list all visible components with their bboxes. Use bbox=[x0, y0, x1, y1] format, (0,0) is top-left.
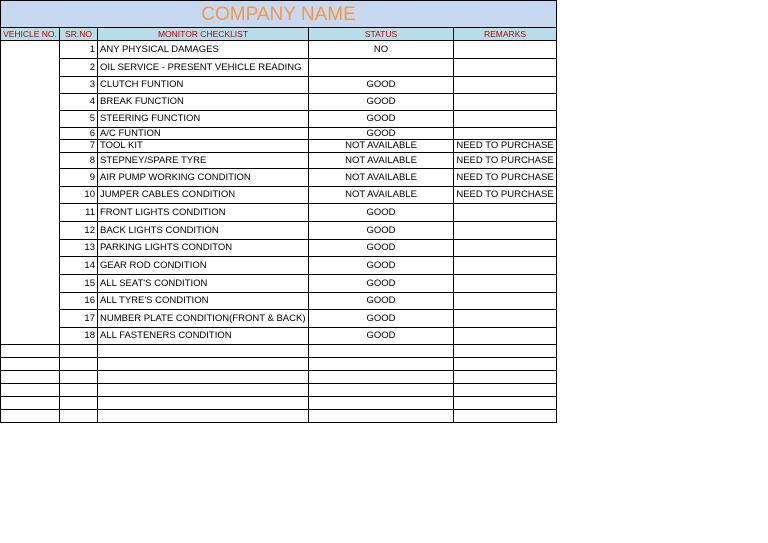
checklist-row bbox=[1, 59, 557, 77]
empty-cell[interactable] bbox=[1, 371, 60, 384]
empty-cell[interactable] bbox=[98, 371, 309, 384]
empty-cell[interactable] bbox=[454, 397, 557, 410]
remarks-cell[interactable]: NEED TO PURCHASE bbox=[454, 169, 557, 187]
empty-cell[interactable] bbox=[60, 410, 98, 423]
sr-no-cell[interactable]: 16 bbox=[60, 293, 98, 310]
company-name-title: COMPANY NAME bbox=[1, 1, 557, 28]
empty-cell[interactable] bbox=[309, 345, 454, 358]
empty-cell[interactable] bbox=[454, 345, 557, 358]
sr-no-cell[interactable]: 11 bbox=[60, 204, 98, 222]
checklist-item-cell[interactable]: NUMBER PLATE CONDITION(FRONT & BACK) bbox=[98, 310, 309, 328]
remarks-cell[interactable] bbox=[454, 204, 557, 222]
remarks-cell[interactable] bbox=[454, 222, 557, 240]
remarks-cell[interactable] bbox=[454, 293, 557, 310]
checklist-item-cell[interactable]: ALL SEAT'S CONDITION bbox=[98, 275, 309, 293]
remarks-cell[interactable] bbox=[454, 328, 557, 345]
empty-row bbox=[1, 345, 557, 358]
sr-no-cell[interactable]: 14 bbox=[60, 257, 98, 275]
sr-no-cell[interactable]: 10 bbox=[60, 187, 98, 204]
empty-row bbox=[1, 384, 557, 397]
remarks-cell[interactable] bbox=[454, 111, 557, 128]
empty-row bbox=[1, 371, 557, 384]
remarks-cell[interactable] bbox=[454, 77, 557, 94]
status-cell[interactable]: GOOD bbox=[309, 240, 454, 257]
remarks-cell[interactable] bbox=[454, 94, 557, 111]
status-cell[interactable]: GOOD bbox=[309, 257, 454, 275]
remarks-cell[interactable] bbox=[454, 275, 557, 293]
checklist-row bbox=[1, 77, 557, 94]
status-cell[interactable]: NO bbox=[309, 41, 454, 59]
empty-cell[interactable] bbox=[309, 371, 454, 384]
checklist-row bbox=[1, 153, 557, 169]
checklist-row bbox=[1, 240, 557, 257]
remarks-cell[interactable] bbox=[454, 128, 557, 140]
checklist-item-cell[interactable]: BACK LIGHTS CONDITION bbox=[98, 222, 309, 240]
status-cell[interactable]: GOOD bbox=[309, 310, 454, 328]
status-cell[interactable]: NOT AVAILABLE bbox=[309, 169, 454, 187]
vehicle-no-cell[interactable] bbox=[1, 41, 60, 345]
sr-no-cell[interactable]: 18 bbox=[60, 328, 98, 345]
remarks-cell[interactable] bbox=[454, 257, 557, 275]
vehicle-no-header: VEHICLE NO. bbox=[1, 28, 60, 41]
sr-no-cell[interactable]: 17 bbox=[60, 310, 98, 328]
checklist-item-cell[interactable]: ALL FASTENERS CONDITION bbox=[98, 328, 309, 345]
checklist-row bbox=[1, 222, 557, 240]
empty-cell[interactable] bbox=[98, 358, 309, 371]
title-row bbox=[1, 1, 557, 28]
status-cell[interactable]: GOOD bbox=[309, 293, 454, 310]
checklist-item-cell[interactable]: STEPNEY/SPARE TYRE bbox=[98, 153, 309, 169]
sr-no-header: SR.NO bbox=[60, 28, 98, 41]
empty-cell[interactable] bbox=[309, 397, 454, 410]
empty-row bbox=[1, 397, 557, 410]
status-cell[interactable]: NOT AVAILABLE bbox=[309, 140, 454, 153]
empty-row bbox=[1, 358, 557, 371]
checklist-item-cell[interactable]: PARKING LIGHTS CONDITON bbox=[98, 240, 309, 257]
status-cell[interactable]: GOOD bbox=[309, 275, 454, 293]
remarks-cell[interactable] bbox=[454, 310, 557, 328]
empty-row bbox=[1, 410, 557, 423]
empty-cell[interactable] bbox=[60, 371, 98, 384]
checklist-row bbox=[1, 293, 557, 310]
sr-no-cell[interactable]: 7 bbox=[60, 140, 98, 153]
empty-cell[interactable] bbox=[1, 410, 60, 423]
checklist-row bbox=[1, 310, 557, 328]
sr-no-cell[interactable]: 5 bbox=[60, 111, 98, 128]
status-cell[interactable]: GOOD bbox=[309, 204, 454, 222]
checklist-item-cell[interactable]: JUMPER CABLES CONDITION bbox=[98, 187, 309, 204]
sr-no-cell[interactable]: 15 bbox=[60, 275, 98, 293]
checklist-row bbox=[1, 94, 557, 111]
checklist-row bbox=[1, 111, 557, 128]
status-cell[interactable] bbox=[309, 59, 454, 77]
checklist-row bbox=[1, 169, 557, 187]
checklist-row bbox=[1, 140, 557, 153]
status-header: STATUS bbox=[309, 28, 454, 41]
status-cell[interactable]: NOT AVAILABLE bbox=[309, 187, 454, 204]
sr-no-cell[interactable]: 9 bbox=[60, 169, 98, 187]
checklist-row bbox=[1, 257, 557, 275]
empty-cell[interactable] bbox=[98, 410, 309, 423]
remarks-cell[interactable] bbox=[454, 240, 557, 257]
checklist-item-cell[interactable]: CLUTCH FUNTION bbox=[98, 77, 309, 94]
checklist-item-cell[interactable]: A/C FUNTION bbox=[98, 128, 309, 140]
empty-cell[interactable] bbox=[60, 384, 98, 397]
empty-cell[interactable] bbox=[60, 345, 98, 358]
remarks-cell[interactable]: NEED TO PURCHASE bbox=[454, 140, 557, 153]
empty-cell[interactable] bbox=[454, 384, 557, 397]
remarks-header: REMARKS bbox=[454, 28, 557, 41]
checklist-item-cell[interactable]: STEERING FUNCTION bbox=[98, 111, 309, 128]
header-row bbox=[1, 28, 557, 41]
checklist-row bbox=[1, 187, 557, 204]
empty-cell[interactable] bbox=[309, 410, 454, 423]
checklist-item-cell[interactable]: FRONT LIGHTS CONDITION bbox=[98, 204, 309, 222]
remarks-cell[interactable] bbox=[454, 59, 557, 77]
checklist-item-cell[interactable]: AIR PUMP WORKING CONDITION bbox=[98, 169, 309, 187]
empty-cell[interactable] bbox=[454, 358, 557, 371]
empty-cell[interactable] bbox=[60, 358, 98, 371]
empty-cell[interactable] bbox=[98, 384, 309, 397]
empty-cell[interactable] bbox=[1, 397, 60, 410]
empty-cell[interactable] bbox=[454, 410, 557, 423]
empty-cell[interactable] bbox=[309, 358, 454, 371]
empty-cell[interactable] bbox=[309, 384, 454, 397]
remarks-cell[interactable]: NEED TO PURCHASE bbox=[454, 187, 557, 204]
sr-no-cell[interactable]: 6 bbox=[60, 128, 98, 140]
empty-cell[interactable] bbox=[98, 397, 309, 410]
empty-cell[interactable] bbox=[60, 397, 98, 410]
status-cell[interactable]: GOOD bbox=[309, 111, 454, 128]
checklist-row bbox=[1, 328, 557, 345]
sr-no-cell[interactable]: 12 bbox=[60, 222, 98, 240]
empty-cell[interactable] bbox=[454, 371, 557, 384]
sr-no-cell[interactable]: 8 bbox=[60, 153, 98, 169]
checklist-item-cell[interactable]: GEAR ROD CONDITION bbox=[98, 257, 309, 275]
remarks-cell[interactable] bbox=[454, 41, 557, 59]
status-cell[interactable]: GOOD bbox=[309, 328, 454, 345]
monitor-checklist-header: MONITOR CHECKLIST bbox=[98, 28, 309, 41]
sr-no-cell[interactable]: 13 bbox=[60, 240, 98, 257]
checklist-row bbox=[1, 204, 557, 222]
checklist-item-cell[interactable]: ALL TYRE'S CONDITION bbox=[98, 293, 309, 310]
sr-no-cell[interactable]: 4 bbox=[60, 94, 98, 111]
empty-cell[interactable] bbox=[98, 345, 309, 358]
checklist-row bbox=[1, 275, 557, 293]
checklist-item-cell[interactable]: OIL SERVICE - PRESENT VEHICLE READING bbox=[98, 59, 309, 77]
status-cell[interactable]: GOOD bbox=[309, 94, 454, 111]
status-cell[interactable]: GOOD bbox=[309, 128, 454, 140]
sr-no-cell[interactable]: 1 bbox=[60, 41, 98, 59]
sr-no-cell[interactable]: 3 bbox=[60, 77, 98, 94]
empty-cell[interactable] bbox=[1, 345, 60, 358]
remarks-cell[interactable]: NEED TO PURCHASE bbox=[454, 153, 557, 169]
empty-cell[interactable] bbox=[1, 358, 60, 371]
checklist-row bbox=[1, 128, 557, 140]
sr-no-cell[interactable]: 2 bbox=[60, 59, 98, 77]
checklist-item-cell[interactable]: ANY PHYSICAL DAMAGES bbox=[98, 41, 309, 59]
status-cell[interactable]: GOOD bbox=[309, 222, 454, 240]
checklist-item-cell[interactable]: BREAK FUNCTION bbox=[98, 94, 309, 111]
checklist-row bbox=[1, 41, 557, 59]
status-cell[interactable]: GOOD bbox=[309, 77, 454, 94]
status-cell[interactable]: NOT AVAILABLE bbox=[309, 153, 454, 169]
checklist-item-cell[interactable]: TOOL KIT bbox=[98, 140, 309, 153]
empty-cell[interactable] bbox=[1, 384, 60, 397]
